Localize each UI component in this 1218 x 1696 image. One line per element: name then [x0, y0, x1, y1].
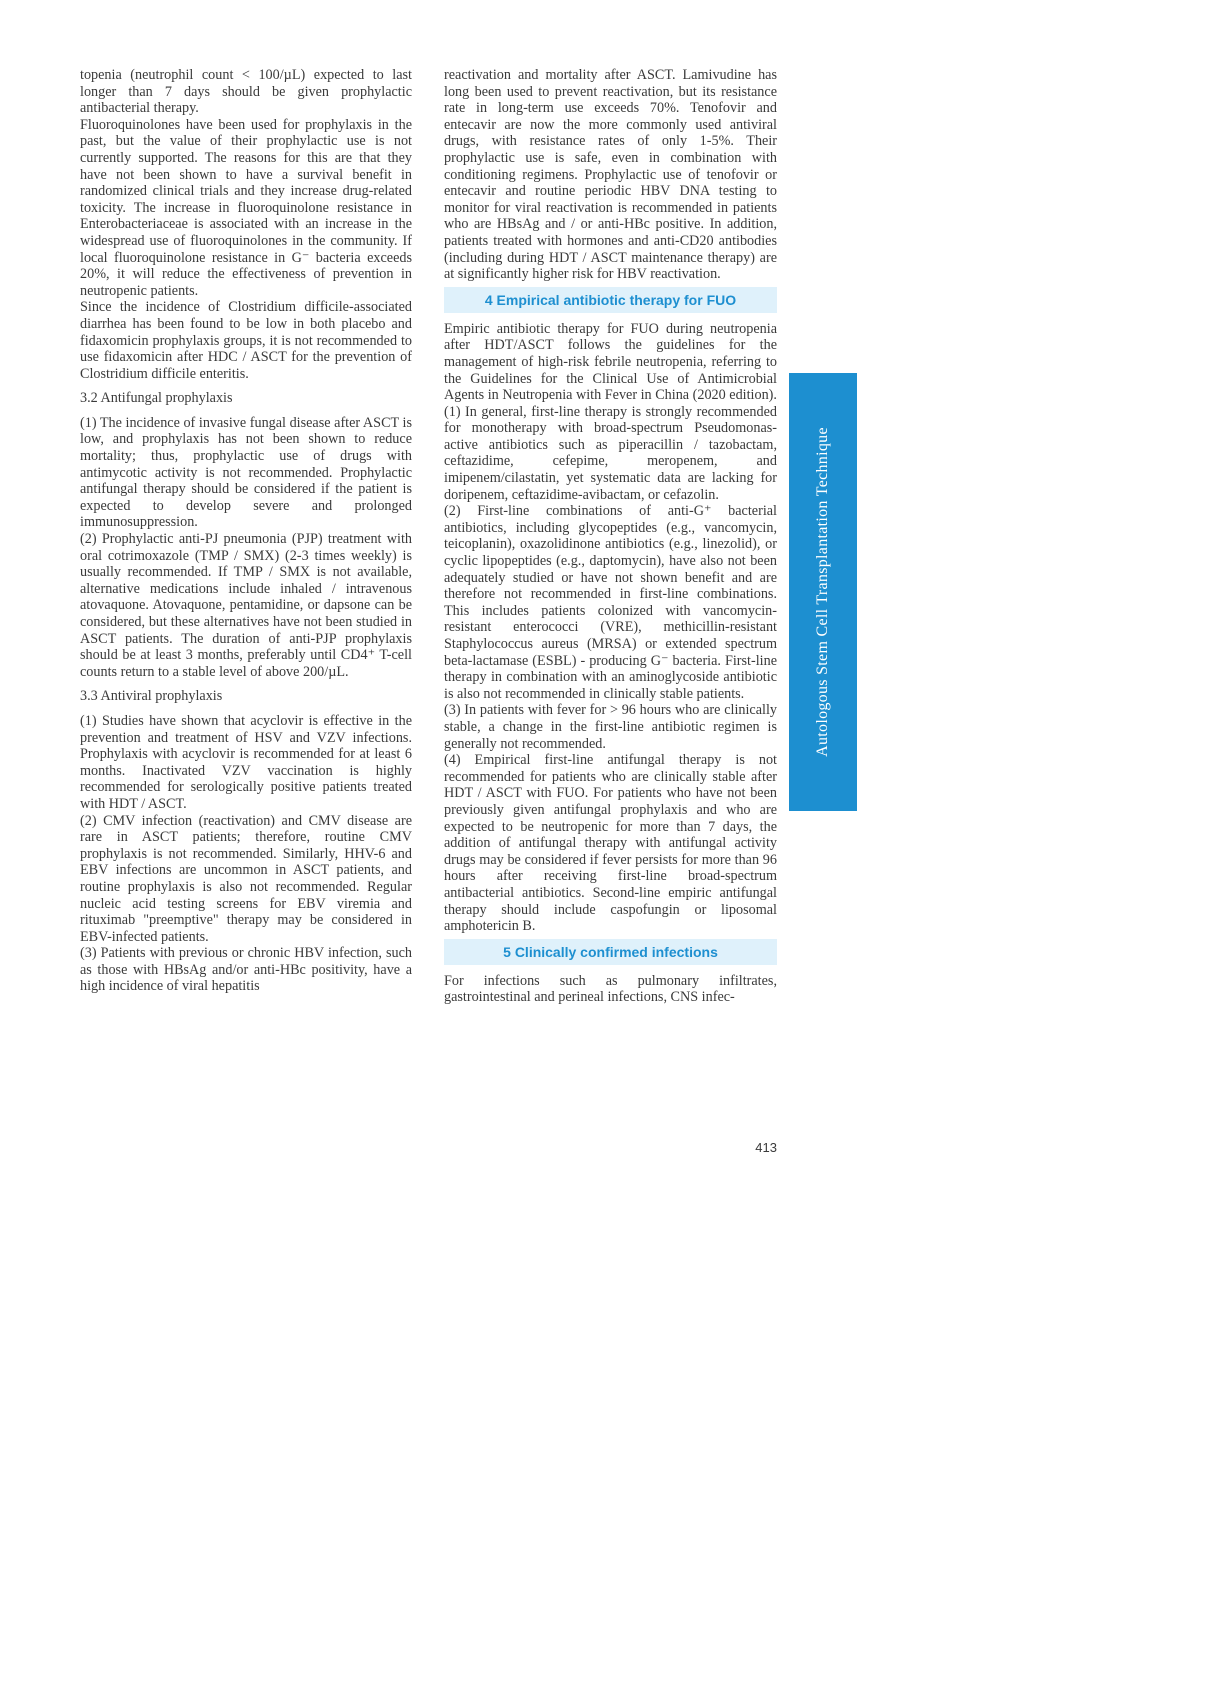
- paragraph: (2) CMV infection (reactivation) and CMV disease are rare in ASCT patients; therefore, routine CMV prophylaxis is not recommended. Similarly, HHV-6 and EBV infections are uncommon in ASCT patients, and routine prophylaxis is also not recommended. Regular nucleic acid testing screens for EBV viremia and rituximab "preemptive" therapy may be considered in EBV-infected patients.: [80, 812, 412, 945]
- paragraph: reactivation and mortality after ASCT. Lamivudine has long been used to prevent reactivation, but its resistance rate in long-term use exceeds 70%. Tenofovir and entecavir are now the more commonly used antiviral drugs, with resistance rates of only 1-5%. Their prophylactic use is safe, even in combination with conditioning regimens. Prophylactic use of tenofovir or entecavir and routine periodic HBV DNA testing to monitor for viral reactivation is recommended in patients who are HBsAg and / or anti-HBc positive. In addition, patients treated with hormones and anti-CD20 antibodies (including during HDT / ASCT maintenance therapy) are at significantly higher risk for HBV reactivation.: [444, 67, 777, 283]
- paragraph: (4) Empirical first-line antifungal therapy is not recommended for patients who are clinically stable after HDT / ASCT with FUO. For patients who have not been previously given antifungal prophylaxis and who are expected to be neutropenic for more than 7 days, the addition of antifungal therapy with antifungal activity drugs may be considered if fever persists for more than 96 hours after receiving first-line broad-spectrum antibacterial antibiotics. Second-line empiric antifungal therapy should include caspofungin or liposomal amphotericin B.: [444, 752, 777, 935]
- section-heading-empirical-therapy: 4 Empirical antibiotic therapy for FUO: [444, 287, 777, 313]
- paragraph: (3) In patients with fever for > 96 hours who are clinically stable, a change in the first-line antibiotic regimen is generally not recommended.: [444, 702, 777, 752]
- chapter-side-tab-label: Autologous Stem Cell Transplantation Technique: [814, 427, 831, 757]
- paragraph: (3) Patients with previous or chronic HBV infection, such as those with HBsAg and/or anti-HBc positivity, have a high incidence of viral hepatitis: [80, 945, 412, 995]
- paragraph: Empiric antibiotic therapy for FUO during neutropenia after HDT/ASCT follows the guidelines for the management of high-risk febrile neutropenia, referring to the Guidelines for the Clinical Use of Antimicrobial Agents in Neutropenia with Fever in China (2020 edition).: [444, 320, 777, 404]
- section-heading-confirmed-infections: 5 Clinically confirmed infections: [444, 939, 777, 965]
- chapter-side-tab: [789, 373, 857, 811]
- paragraph: (2) Prophylactic anti-PJ pneumonia (PJP) treatment with oral cotrimoxazole (TMP / SMX) (2-3 times weekly) is usually recommended. If TMP / SMX is not available, alternative medications include inhaled / intravenous atovaquone. Atovaquone, pentamidine, or dapsone can be considered, but these alternatives have not been studied in ASCT patients. The duration of anti-PJP prophylaxis should be at least 3 months, preferably until CD4⁺ T-cell counts return to a stable level of above 200/µL.: [80, 531, 412, 680]
- paragraph: Fluoroquinolones have been used for prophylaxis in the past, but the value of their prophylactic use is not currently supported. The reasons for this are that they have not been shown to have a survival benefit in randomized clinical trials and they increase drug-related toxicity. The increase in fluoroquinolone resistance in Enterobacteriaceae is associated with an increase in the widespread use of fluoroquinolones in the community. If local fluoroquinolone resistance in G⁻ bacteria exceeds 20%, it will reduce the effectiveness of prevention in neutropenic patients.: [80, 116, 412, 299]
- section-heading-antiviral: 3.3 Antiviral prophylaxis: [80, 688, 223, 705]
- page-number: 413: [755, 1140, 777, 1155]
- paragraph: topenia (neutrophil count < 100/µL) expected to last longer than 7 days should be given prophylactic antibacterial therapy.: [80, 67, 412, 117]
- paragraph: (1) In general, first-line therapy is strongly recommended for monotherapy with broad-spectrum Pseudomonas-active antibiotics such as piperacillin / tazobactam, ceftazidime, cefepime, meropenem, and imipenem/cilastatin, yet systematic data are lacking for doripenem, ceftazidime-avibactam, or cefazolin.: [444, 403, 777, 503]
- paragraph: Since the incidence of Clostridium difficile-associated diarrhea has been found to be low in both placebo and fidaxomicin prophylaxis groups, it is not recommended to use fidaxomicin after HDC / ASCT for the prevention of Clostridium difficile enteritis.: [80, 299, 412, 382]
- paragraph: (1) The incidence of invasive fungal disease after ASCT is low, and prophylaxis has not been shown to reduce mortality; thus, prophylactic use of drugs with antimycotic activity is not recommended. Prophylactic antifungal therapy should be considered if the patient is expected to develop severe and prolonged immunosuppression.: [80, 414, 412, 531]
- paragraph: For infections such as pulmonary infiltrates, gastrointestinal and perineal infections, CNS infec-: [444, 972, 777, 1006]
- right-column: [444, 67, 777, 1006]
- paragraph: (1) Studies have shown that acyclovir is effective in the prevention and treatment of HSV and VZV infections. Prophylaxis with acyclovir is recommended for at least 6 months. Inactivated VZV vaccination is highly recommended for serologically positive patients treated with HDT / ASCT.: [80, 712, 412, 812]
- paragraph: (2) First-line combinations of anti-G⁺ bacterial antibiotics, including glycopeptides (e.g., vancomycin, teicoplanin), oxazolidinone antibiotics (e.g., linezolid), or cyclic lipopeptides (e.g., daptomycin), have also not been adequately studied or have not shown benefit and are therefore not recommended in first-line combinations. This includes patients colonized with vancomycin-resistant enterococci (VRE), methicillin-resistant Staphylococcus aureus (MRSA) or extended spectrum beta-lactamase (ESBL) - producing G⁻ bacteria. First-line therapy in combination with an aminoglycoside antibiotic is also not recommended in clinically stable patients.: [444, 503, 777, 702]
- section-heading-antifungal: 3.2 Antifungal prophylaxis: [80, 390, 233, 407]
- left-column: [80, 67, 412, 995]
